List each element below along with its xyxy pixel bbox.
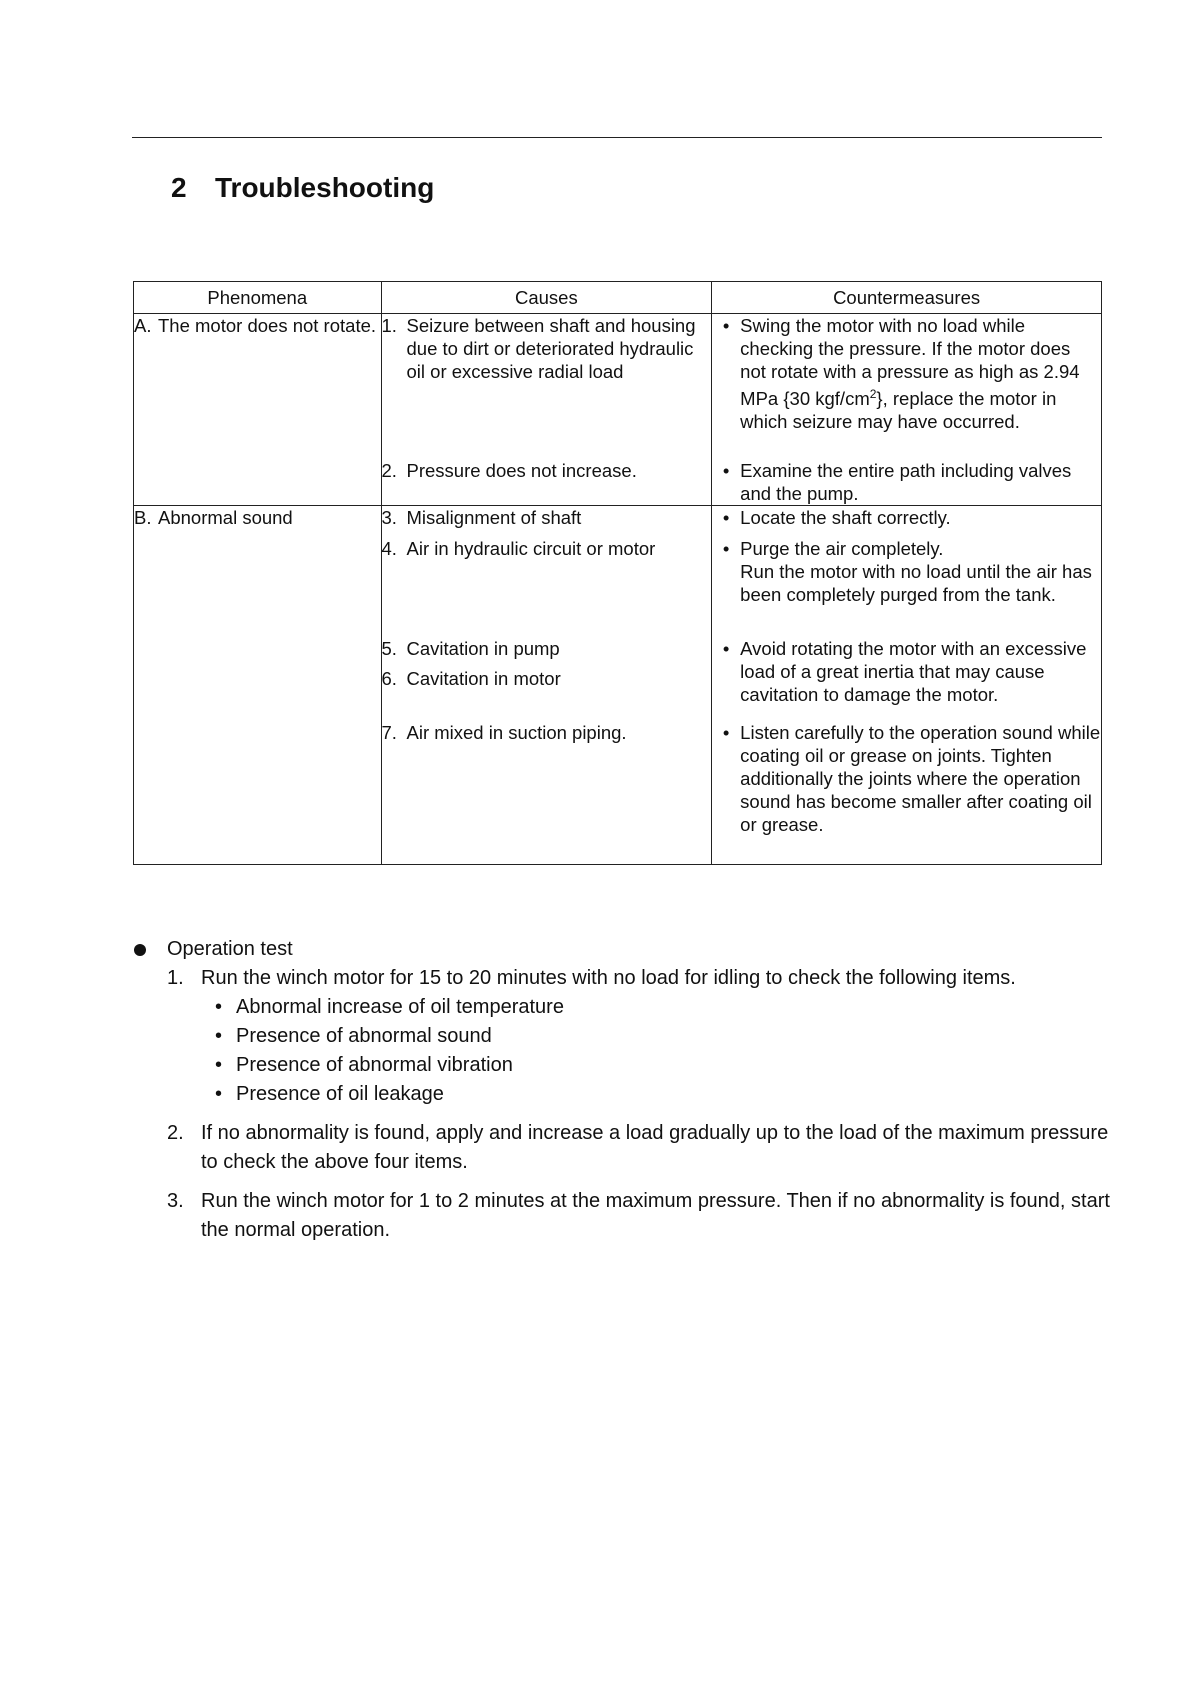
step-item [167,1119,1113,1177]
countermeasure-text [740,314,1101,459]
phenomenon-text: The motor does not rotate. [158,315,377,336]
cause-item [382,459,712,482]
top-rule [132,137,1102,138]
step-number: 3. [167,1190,184,1212]
cause-text: Cavitation in pump [406,638,560,659]
cause-text: Air in hydraulic circuit or motor [406,538,656,559]
bullet-icon: • [214,1025,222,1047]
operation-test-title: Operation test [167,938,293,960]
phenomenon-text: Abnormal sound [158,507,293,528]
cause-item [382,537,712,637]
step-item [167,964,1113,993]
step-text: Run the winch motor for 15 to 20 minutes with no load for idling to check the following items. [201,967,1016,989]
cause-number: 2. [381,460,397,481]
countermeasures-cell [712,314,1102,506]
cause-item [382,314,712,459]
check-items-list [201,993,1113,1109]
countermeasure-item [712,637,1101,721]
countermeasure-text: Locate the shaft correctly. [740,507,951,528]
countermeasure-item [712,506,1101,537]
phenomenon-a [134,314,381,337]
section-number: 2 [171,172,187,203]
cause-number: 4. [381,538,397,559]
check-item-text: Presence of oil leakage [236,1083,444,1105]
check-item-text: Presence of abnormal sound [236,1025,492,1047]
cause-item [382,667,712,721]
phenomenon-label: B. [134,507,152,528]
section-heading [171,172,434,204]
cause-item [382,721,712,744]
countermeasure-item [712,314,1101,459]
header-countermeasures: Countermeasures [712,282,1102,314]
countermeasure-line: Run the motor with no load until the air has been completely purged from the tank. [740,561,1092,605]
check-item-text: Presence of abnormal vibration [236,1054,513,1076]
bullet-icon: • [214,1083,222,1105]
operation-test-section [133,935,1113,1245]
troubleshooting-table [133,281,1102,865]
list-item [201,993,1113,1022]
countermeasure-text: Avoid rotating the motor with an excessive load of a great inertia that may cause cavitation to damage the motor. [740,638,1087,705]
bullet-icon: • [722,507,730,528]
table-row [134,314,1102,506]
countermeasure-item [712,721,1101,836]
phenomenon-b [134,506,381,529]
countermeasure-text [740,537,1101,637]
step-text: Run the winch motor for 1 to 2 minutes at the maximum pressure. Then if no abnormality is found, start the normal operation. [201,1190,1110,1241]
cause-number: 3. [381,507,397,528]
list-item [201,1080,1113,1109]
bullet-icon: • [214,996,222,1018]
step-number: 2. [167,1122,184,1144]
cause-item [382,506,712,537]
table-row [134,506,1102,865]
countermeasure-item [712,459,1101,505]
bullet-icon: • [722,460,730,481]
countermeasure-item [712,537,1101,637]
step-text: If no abnormality is found, apply and increase a load gradually up to the load of the maximum pressure to check the above four items. [201,1122,1109,1173]
header-phenomena: Phenomena [134,282,382,314]
countermeasures-cell [712,506,1102,865]
cause-text: Pressure does not increase. [406,460,637,481]
causes-cell [381,314,712,506]
countermeasure-text: Listen carefully to the operation sound while coating oil or grease on joints. Tighten additionally the joints where the operation sound has become smaller after coating oil or grease. [740,722,1101,835]
section-title: Troubleshooting [215,172,435,203]
countermeasure-text: Examine the entire path including valves and the pump. [740,460,1072,504]
step-number: 1. [167,967,184,989]
bullet-icon: • [722,638,730,659]
bullet-icon: • [722,722,730,743]
cause-number: 6. [381,668,397,689]
cause-text: Misalignment of shaft [406,507,582,528]
table-header-row [134,282,1102,314]
cause-item [382,637,712,667]
cause-number: 5. [381,638,397,659]
phenomenon-cell [134,506,382,865]
countermeasure-line: Purge the air completely. [740,538,944,559]
cause-text: Air mixed in suction piping. [406,722,627,743]
phenomenon-label: A. [134,315,152,336]
cause-number: 1. [381,315,397,336]
cause-number: 7. [381,722,397,743]
bullet-icon: • [722,538,730,559]
superscript: 2 [869,387,877,401]
operation-test-heading [133,935,1113,964]
causes-cell [381,506,712,865]
countermeasure-text-part: Swing the motor with no load while checking the pressure. If the motor does not rotate with a pressure as high as 2.94 MPa {30 kgf/cm [740,315,1080,410]
bullet-icon: • [722,315,730,336]
cause-text: Cavitation in motor [406,668,561,689]
list-item [201,1051,1113,1080]
cause-text: Seizure between shaft and housing due to dirt or deteriorated hydraulic oil or excessive radial load [406,315,696,382]
check-item-text: Abnormal increase of oil temperature [236,996,564,1018]
phenomenon-cell [134,314,382,506]
list-item [201,1022,1113,1051]
bullet-icon: • [214,1054,222,1076]
header-causes: Causes [381,282,712,314]
countermeasure-text-part: }, replace the motor in which seizure may have occurred. [740,388,1057,433]
step-item [167,1187,1113,1245]
bullet-icon [134,944,146,956]
